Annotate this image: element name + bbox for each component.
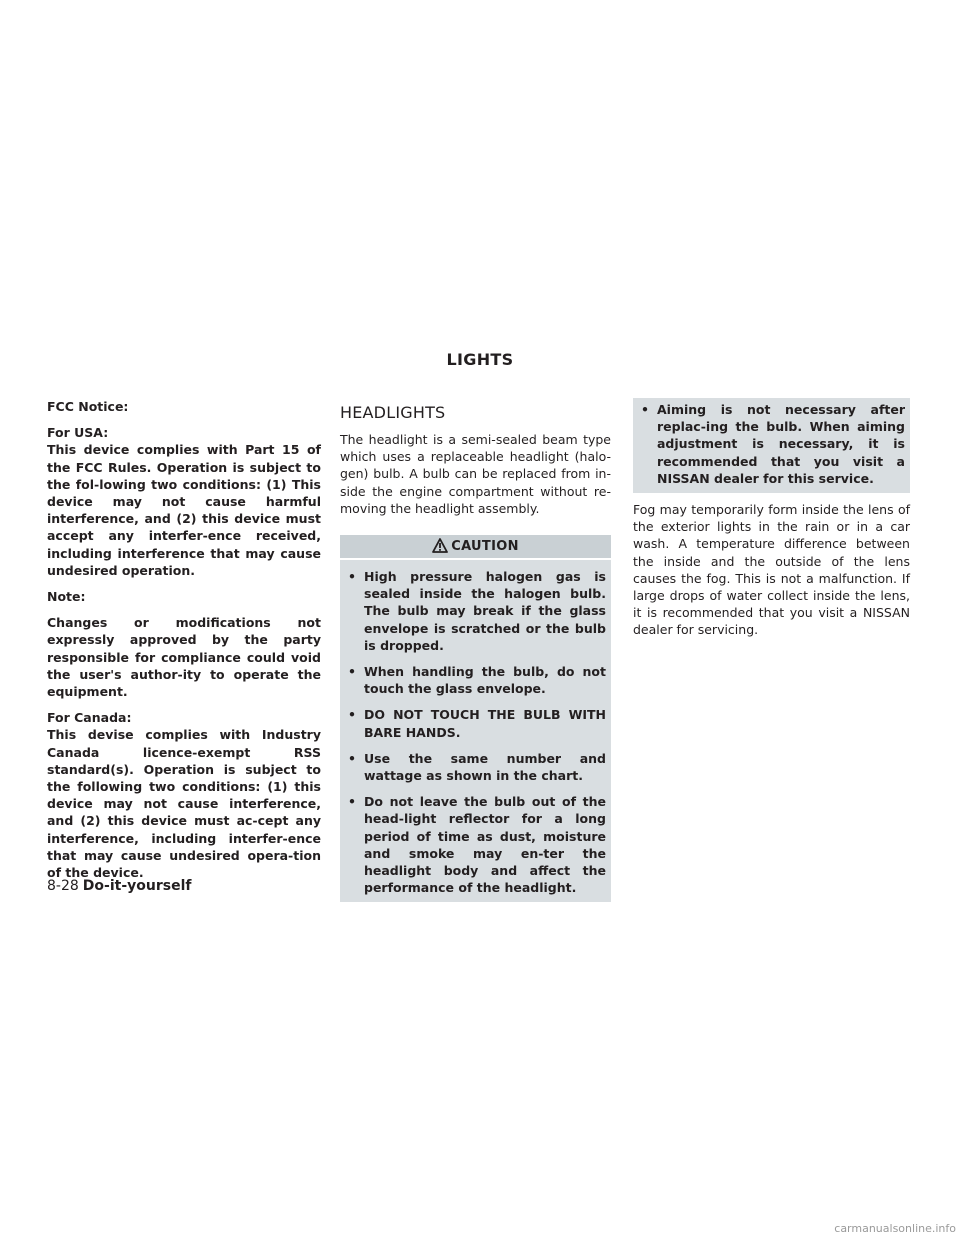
usa-label: For USA:	[47, 425, 109, 441]
bullet-mark: •	[641, 402, 649, 417]
caution-item-text: Use the same number and wattage as shown in the chart.	[364, 750, 606, 784]
bullet-mark: •	[348, 664, 356, 680]
chapter-title: Do-it-yourself	[82, 878, 192, 894]
caution-item	[340, 750, 606, 784]
caution-label: CAUTION	[451, 539, 519, 555]
caution-item-text: DO NOT TOUCH THE BULB WITH BARE HANDS.	[364, 707, 606, 740]
caution-item	[340, 568, 606, 654]
caution-item-text: High pressure halogen gas is sealed inside the halogen bulb. The bulb may break if the glass envelope is scratched or the bulb is dropped.	[364, 569, 606, 653]
caution-item	[340, 706, 606, 740]
canada-label: For Canada:	[47, 710, 132, 726]
caution-item	[340, 793, 606, 896]
fcc-notice-heading: FCC Notice:	[47, 399, 129, 414]
caution-header	[340, 535, 611, 558]
section-title: LIGHTS	[446, 350, 514, 369]
fog-column	[633, 398, 910, 639]
bullet-mark: •	[348, 750, 356, 766]
bullet-mark: •	[348, 707, 356, 723]
caution-item	[633, 401, 905, 487]
page-footer	[47, 878, 191, 894]
note-label: Note:	[47, 589, 86, 605]
fog-text: Fog may temporarily form inside the lens of the exterior lights in the rain or in a car wash. A temperature difference between the inside and the outside of the lens causes the fog. This is not a malfunction. If large drops of water collect inside the lens, it is recommended that you visit a NISSAN dealer for servicing.	[633, 502, 910, 638]
bullet-mark: •	[348, 569, 356, 585]
warning-icon	[432, 538, 448, 553]
caution-box	[340, 560, 611, 902]
fcc-column	[47, 398, 321, 890]
usa-text: This device complies with Part 15 of the FCC Rules. Operation is subject to the fol-lowing two conditions: (1) This device may not cause harmful interference, and (2) this device must accept any interfer-ence received, including interference that may cause undesired operation.	[47, 442, 321, 578]
canada-text: This devise complies with Industry Canada licence-exempt RSS standard(s). Operation is subject to the following two conditions: (1) this device may not cause interference, and (2) this device must ac-cept any interference, including interfer-ence that may cause undesired opera-tion of the device.	[47, 727, 321, 881]
caution-item	[340, 663, 606, 697]
caution-item-text: When handling the bulb, do not touch the glass envelope.	[364, 664, 606, 697]
caution-item-text: Aiming is not necessary after replac-ing the bulb. When aiming adjustment is necessary, it is recommended that you visit a NISSAN dealer for this service.	[657, 402, 905, 486]
headlights-heading: HEADLIGHTS	[340, 403, 446, 422]
watermark: carmanualsonline.info	[834, 1222, 956, 1235]
caution-box-continued	[633, 398, 910, 493]
headlights-column	[340, 398, 611, 902]
headlights-intro: The headlight is a semi-sealed beam type which uses a replaceable headlight (halo-gen) bulb. A bulb can be replaced from in-side the engine compartment without re-moving the headlight assembly.	[340, 432, 611, 516]
caution-item-text: Do not leave the bulb out of the head-light reflector for a long period of time as dust, moisture and smoke may en-ter the headlight body and affect the performance of the headlight.	[364, 794, 606, 896]
note-text: Changes or modifications not expressly approved by the party responsible for compliance could void the user's author-ity to operate the equipment.	[47, 615, 321, 700]
page-number: 8-28	[47, 878, 79, 894]
bullet-mark: •	[348, 794, 356, 810]
